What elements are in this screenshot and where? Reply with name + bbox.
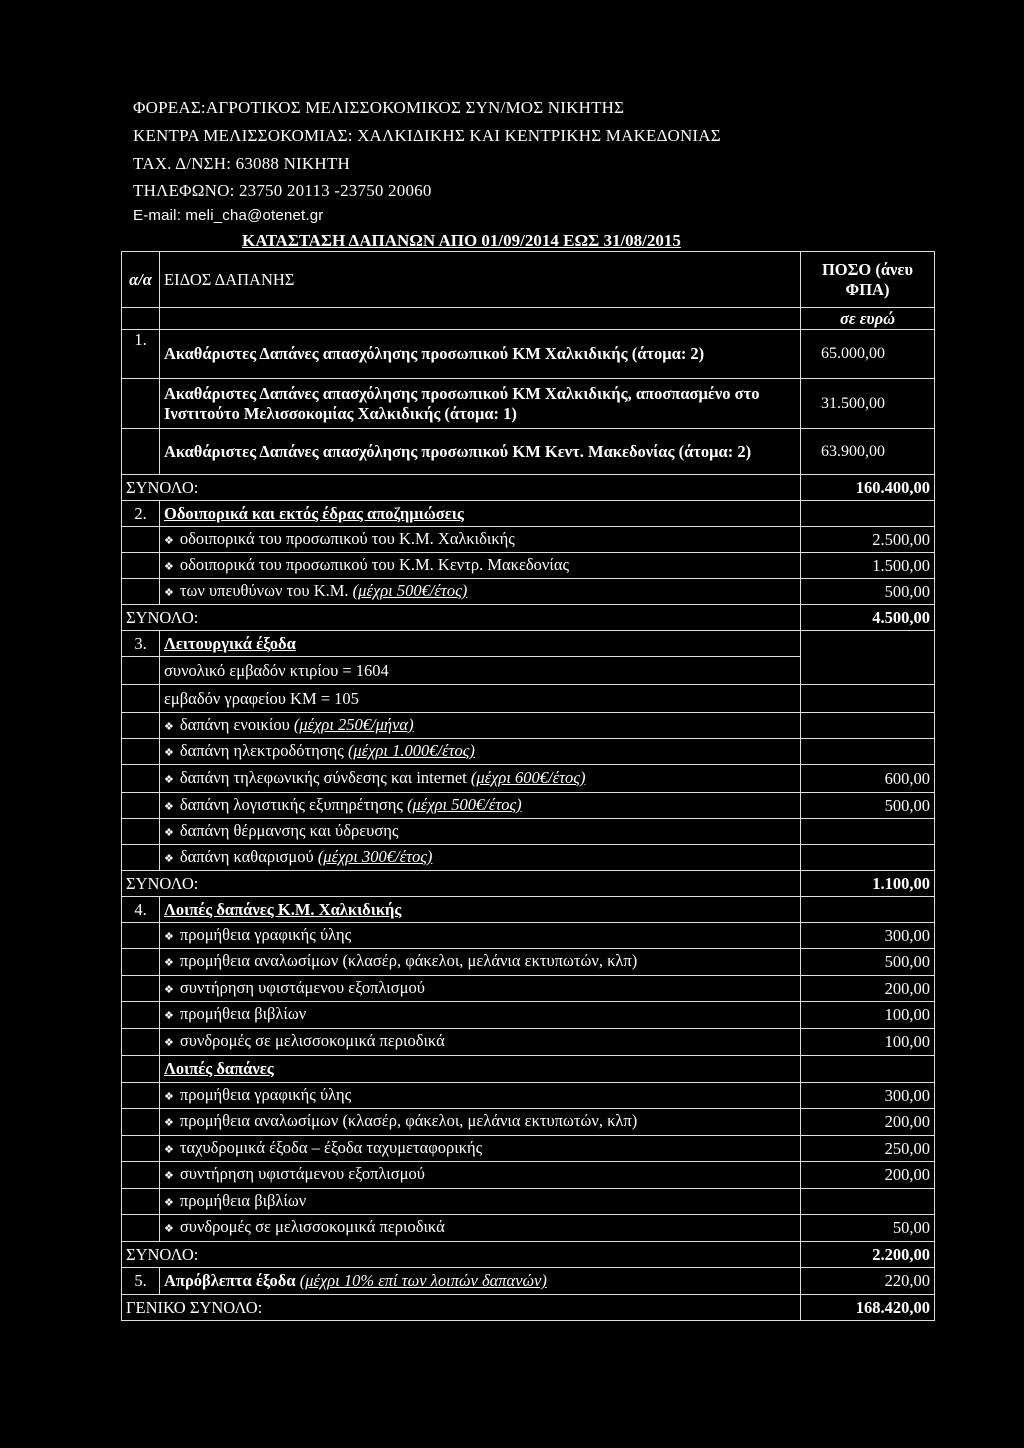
table-row	[122, 553, 935, 579]
list-item: ❖ προμήθεια γραφικής ύλης	[160, 1083, 801, 1109]
row-description: Ακαθάριστες Δαπάνες απασχόλησης προσωπικού ΚΜ Χαλκιδικής (άτομα: 2)	[160, 330, 801, 379]
list-item: ❖ δαπάνη ενοικίου (μέχρι 250€/μήνα)	[160, 713, 801, 739]
section-number: 3.	[122, 631, 160, 657]
row-amount: 600,00	[801, 765, 935, 793]
header-email: E-mail: meli_cha@otenet.gr	[133, 207, 324, 224]
subsection-title: Λοιπές δαπάνες	[160, 1056, 801, 1083]
list-item: ❖ δαπάνη τηλεφωνικής σύνδεσης και internet (μέχρι 600€/έτος)	[160, 765, 801, 793]
table-row	[122, 379, 935, 429]
area-office: εμβαδόν γραφείου ΚΜ = 105	[160, 685, 801, 713]
row-amount: 300,00	[801, 1083, 935, 1109]
row-amount: 200,00	[801, 1162, 935, 1189]
row-amount: 1.500,00	[801, 553, 935, 579]
row-description: Ακαθάριστες Δαπάνες απασχόλησης προσωπικού ΚΜ Κεντ. Μακεδονίας (άτομα: 2)	[160, 429, 801, 475]
section-title-row	[122, 1268, 935, 1295]
section-title: Λειτουργικά έξοδα	[160, 631, 801, 657]
table-row	[122, 330, 935, 379]
total-label: ΣΥΝΟΛΟ:	[122, 1242, 801, 1268]
row-amount: 65.000,00	[801, 330, 935, 379]
table-row	[122, 739, 935, 765]
section-title: Οδοιπορικά και εκτός έδρας αποζημιώσεις	[160, 501, 801, 527]
row-amount: 100,00	[801, 1029, 935, 1056]
total-row	[122, 871, 935, 897]
row-amount	[801, 713, 935, 739]
table-row	[122, 1136, 935, 1162]
unit-label: σε ευρώ	[801, 308, 935, 330]
section-number: 5.	[122, 1268, 160, 1295]
table-row	[122, 685, 935, 713]
list-item: ❖ προμήθεια αναλωσίμων (κλασέρ, φάκελοι, μελάνια εκτυπωτών, κλπ)	[160, 1109, 801, 1136]
row-amount: 63.900,00	[801, 429, 935, 475]
row-amount	[801, 845, 935, 871]
list-item: ❖ οδοιπορικά του προσωπικού του Κ.Μ. Χαλκιδικής	[160, 527, 801, 553]
row-amount	[801, 739, 935, 765]
total-row	[122, 605, 935, 631]
section-number: 1.	[122, 330, 160, 379]
table-row	[122, 845, 935, 871]
list-item: ❖ προμήθεια βιβλίων	[160, 1189, 801, 1215]
table-row	[122, 1162, 935, 1189]
list-item: ❖ δαπάνη θέρμανσης και ύδρευσης	[160, 819, 801, 845]
row-amount: 300,00	[801, 923, 935, 949]
table-row	[122, 1029, 935, 1056]
row-amount: 50,00	[801, 1215, 935, 1242]
expense-table	[121, 251, 935, 1321]
total-amount: 4.500,00	[801, 605, 935, 631]
row-description: Ακαθάριστες Δαπάνες απασχόλησης προσωπικού ΚΜ Χαλκιδικής, αποσπασμένο στο Ινστιτούτο Μελισσοκομίας Χαλκιδικής (άτομα: 1)	[160, 379, 801, 429]
table-row	[122, 1002, 935, 1029]
list-item: ❖ των υπευθύνων του Κ.Μ. (μέχρι 500€/έτος)	[160, 579, 801, 605]
table-row	[122, 923, 935, 949]
total-row	[122, 1242, 935, 1268]
list-item: ❖ οδοιπορικά του προσωπικού του Κ.Μ. Κεντρ. Μακεδονίας	[160, 553, 801, 579]
grand-total-label: ΓΕΝΙΚΟ ΣΥΝΟΛΟ:	[122, 1295, 801, 1321]
list-item: ❖ προμήθεια αναλωσίμων (κλασέρ, φάκελοι, μελάνια εκτυπωτών, κλπ)	[160, 949, 801, 976]
section-title-row	[122, 631, 935, 657]
list-item: ❖ συντήρηση υφιστάμενου εξοπλισμού	[160, 1162, 801, 1189]
list-item: ❖ δαπάνη λογιστικής εξυπηρέτησης (μέχρι 500€/έτος)	[160, 793, 801, 819]
total-row	[122, 475, 935, 501]
section-title-row	[122, 501, 935, 527]
section-title: Απρόβλεπτα έξοδα (μέχρι 10% επί των λοιπών δαπανών)	[160, 1268, 801, 1295]
row-amount: 200,00	[801, 976, 935, 1002]
unit-row	[122, 308, 935, 330]
area-total: συνολικό εμβαδόν κτιρίου = 1604	[160, 657, 801, 685]
table-row	[122, 429, 935, 475]
section-number: 2.	[122, 501, 160, 527]
table-row	[122, 1109, 935, 1136]
total-label: ΣΥΝΟΛΟ:	[122, 871, 801, 897]
list-item: ❖ συντήρηση υφιστάμενου εξοπλισμού	[160, 976, 801, 1002]
table-row	[122, 949, 935, 976]
table-row	[122, 765, 935, 793]
row-amount: 2.500,00	[801, 527, 935, 553]
list-item: ❖ δαπάνη ηλεκτροδότησης (μέχρι 1.000€/έτος)	[160, 739, 801, 765]
row-amount: 220,00	[801, 1268, 935, 1295]
table-row	[122, 1215, 935, 1242]
table-row	[122, 1083, 935, 1109]
header-phone: ΤΗΛΕΦΩΝΟ: 23750 20113 -23750 20060	[133, 181, 432, 200]
col-header-type: ΕΙΔΟΣ ΔΑΠΑΝΗΣ	[160, 252, 801, 308]
table-header-row	[122, 252, 935, 308]
list-item: ❖ δαπάνη καθαρισμού (μέχρι 300€/έτος)	[160, 845, 801, 871]
table-row	[122, 819, 935, 845]
grand-total-amount: 168.420,00	[801, 1295, 935, 1321]
table-row	[122, 657, 935, 685]
list-item: ❖ ταχυδρομικά έξοδα – έξοδα ταχυμεταφορικής	[160, 1136, 801, 1162]
table-row	[122, 713, 935, 739]
document-title: ΚΑΤΑΣΤΑΣΗ ΔΑΠΑΝΩΝ ΑΠΟ 01/09/2014 ΕΩΣ 31/08/2015	[242, 231, 681, 250]
header-centers: ΚΕΝΤΡΑ ΜΕΛΙΣΣΟΚΟΜΙΑΣ: ΧΑΛΚΙΔΙΚΗΣ ΚΑΙ ΚΕΝΤΡΙΚΗΣ ΜΑΚΕΔΟΝΙΑΣ	[133, 126, 721, 145]
total-amount: 160.400,00	[801, 475, 935, 501]
row-amount	[801, 1189, 935, 1215]
section-title-row	[122, 897, 935, 923]
col-header-aa: α/α	[122, 252, 160, 308]
list-item: ❖ προμήθεια γραφικής ύλης	[160, 923, 801, 949]
total-amount: 2.200,00	[801, 1242, 935, 1268]
row-amount: 100,00	[801, 1002, 935, 1029]
row-amount: 200,00	[801, 1109, 935, 1136]
row-amount	[801, 819, 935, 845]
section-title: Λοιπές δαπάνες Κ.Μ. Χαλκιδικής	[160, 897, 801, 923]
subsection-title-row	[122, 1056, 935, 1083]
table-row	[122, 527, 935, 553]
list-item: ❖ συνδρομές σε μελισσοκομικά περιοδικά	[160, 1029, 801, 1056]
table-row	[122, 976, 935, 1002]
row-amount: 500,00	[801, 579, 935, 605]
table-row	[122, 1189, 935, 1215]
header-address: ΤΑΧ. Δ/ΝΣΗ: 63088 ΝΙΚΗΤΗ	[133, 154, 350, 173]
total-label: ΣΥΝΟΛΟ:	[122, 475, 801, 501]
table-row	[122, 579, 935, 605]
total-label: ΣΥΝΟΛΟ:	[122, 605, 801, 631]
row-amount: 500,00	[801, 949, 935, 976]
grand-total-row	[122, 1295, 935, 1321]
table-row	[122, 793, 935, 819]
list-item: ❖ προμήθεια βιβλίων	[160, 1002, 801, 1029]
col-header-amount: ΠΟΣΟ (άνευ ΦΠΑ)	[801, 252, 935, 308]
row-amount: 31.500,00	[801, 379, 935, 429]
row-amount: 500,00	[801, 793, 935, 819]
section-number: 4.	[122, 897, 160, 923]
list-item: ❖ συνδρομές σε μελισσοκομικά περιοδικά	[160, 1215, 801, 1242]
total-amount: 1.100,00	[801, 871, 935, 897]
row-amount: 250,00	[801, 1136, 935, 1162]
header-organization: ΦΟΡΕΑΣ:ΑΓΡΟΤΙΚΟΣ ΜΕΛΙΣΣΟΚΟΜΙΚΟΣ ΣΥΝ/ΜΟΣ ΝΙΚΗΤΗΣ	[133, 98, 625, 117]
